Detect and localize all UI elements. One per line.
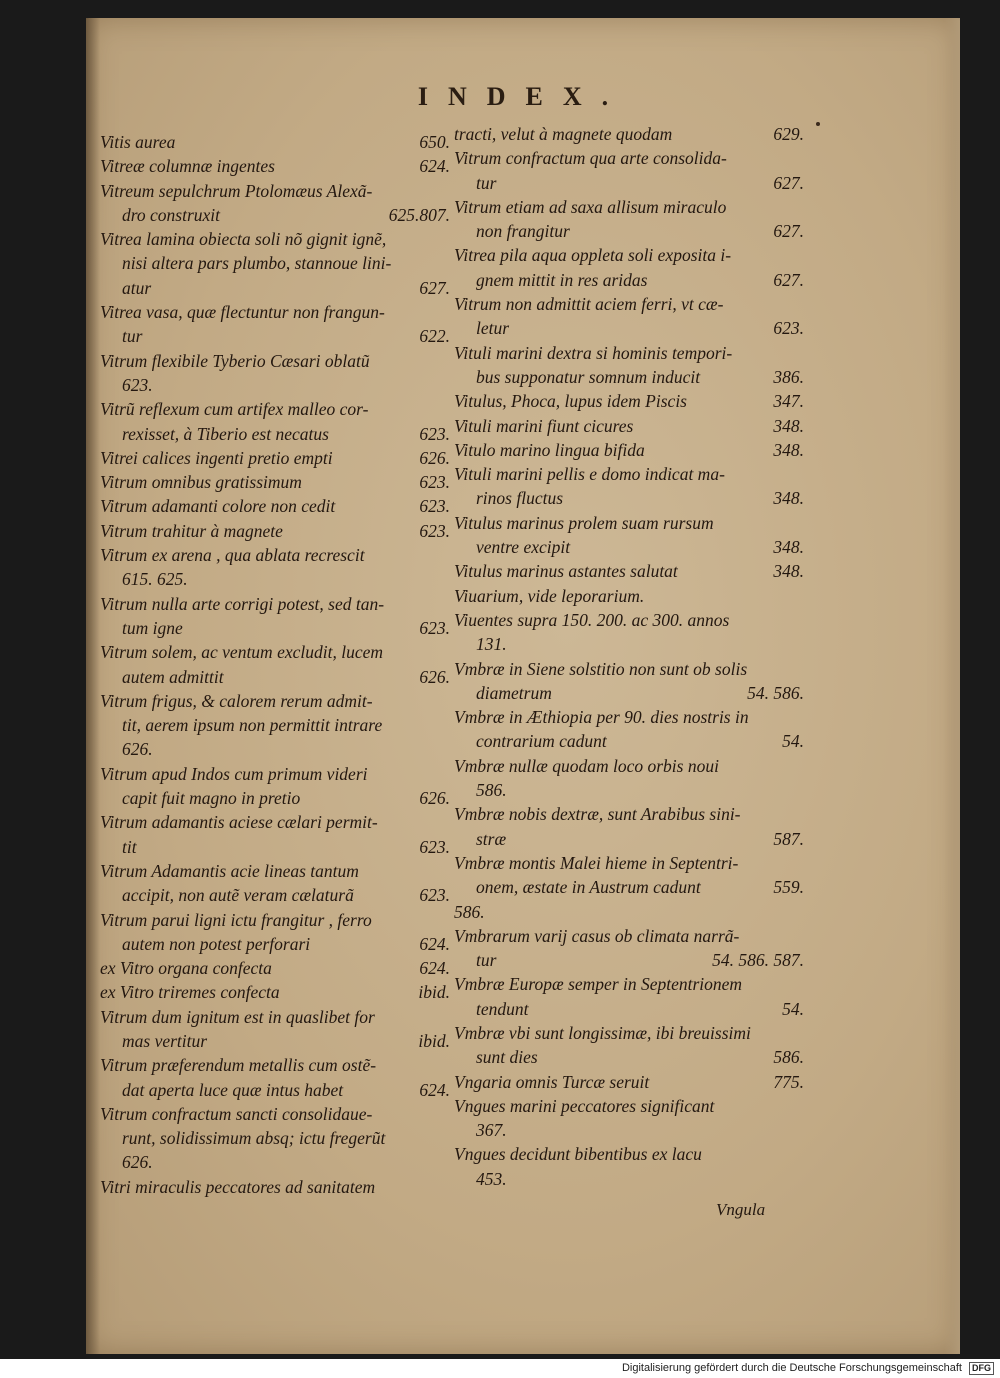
index-entry-line: Vitrea vasa, quæ flectuntur non frangun- <box>100 302 385 323</box>
index-page-ref: 650. <box>419 132 450 152</box>
index-entry-line: Vitulus, Phoca, lupus idem Piscis <box>454 391 687 412</box>
index-entry-line: Vitrum omnibus gratissimum <box>100 472 302 493</box>
index-entry <box>100 470 450 494</box>
index-entry-line: Vitrum etiam ad saxa allisum miraculo <box>454 196 727 217</box>
index-entry <box>100 810 450 859</box>
index-column-left <box>100 130 450 1199</box>
index-entry <box>454 462 804 511</box>
index-entry-line: capit fuit magno in pretio <box>122 788 301 809</box>
index-entry-line: stræ <box>476 828 507 849</box>
index-page-ref: 625.807. <box>388 204 450 225</box>
index-entry <box>454 195 804 244</box>
index-entry <box>100 859 450 908</box>
index-entry-line: Vmbræ montis Malei hieme in Septentri- <box>454 852 739 873</box>
index-page-ref: 627. <box>773 221 804 242</box>
index-entry-line: dat aperta luce quæ intus habet <box>122 1079 344 1100</box>
index-entry-line: onem, æstate in Austrum cadunt <box>476 877 701 898</box>
index-entry <box>454 414 804 438</box>
index-entry <box>454 438 804 462</box>
index-entry <box>454 559 804 583</box>
index-entry <box>454 511 804 560</box>
index-entry-line: Vmbræ nobis dextræ, sunt Arabibus sini- <box>454 804 741 825</box>
index-entry <box>100 956 450 980</box>
index-column-right <box>454 122 804 1191</box>
index-entry-line: Vitrum parui ligni ictu frangitur , ferro <box>100 909 372 930</box>
index-entry-line: Vitrum trahitur à magnete <box>100 520 283 541</box>
index-entry-line: Vitreum sepulchrum Ptolomæus Alexã- <box>100 180 373 201</box>
index-entry-line: Vituli marini fiunt cicures <box>454 415 634 436</box>
index-entry-line: diametrum <box>476 682 552 703</box>
index-entry <box>454 389 804 413</box>
index-entry-line: 586. <box>476 780 507 801</box>
index-entry-line: sunt dies <box>476 1047 538 1068</box>
index-page-ref: 627. <box>773 172 804 193</box>
index-entry <box>454 657 804 706</box>
page-fore-edge <box>944 18 960 1354</box>
index-entry-line: Vitrum adamantis aciese cælari permit- <box>100 812 378 833</box>
index-page-ref: 348. <box>773 488 804 509</box>
page-spine-shadow <box>86 18 100 1354</box>
index-entry-line: Vitis aurea <box>100 132 176 152</box>
index-page-ref: 54. 586. 587. <box>712 950 804 971</box>
index-page-ref: 624. <box>419 1079 450 1100</box>
index-page-ref: 627. <box>773 269 804 290</box>
index-entry-line: tum igne <box>122 617 183 638</box>
index-entry-line: Vitrum apud Indos cum primum videri <box>100 763 368 784</box>
index-entry-line: Vmbræ in Æthiopia per 90. dies nostris in <box>454 707 749 728</box>
index-page-ref: 627. <box>419 277 450 298</box>
ink-dot <box>816 122 820 126</box>
index-entry-line: runt, solidissimum absq; ictu fregerũt <box>122 1128 386 1149</box>
index-entry-line: Vngaria omnis Turcæ seruit <box>454 1071 650 1092</box>
index-entry-line: tit <box>122 836 137 857</box>
book-page <box>86 18 960 1354</box>
index-page-ref: 587. <box>773 828 804 849</box>
index-entry-line: Vmbræ nullæ quodam loco orbis noui <box>454 755 719 776</box>
index-entry-line: Vitrum non admittit aciem ferri, vt cæ- <box>454 294 724 315</box>
index-entry-line: 623. <box>122 374 153 395</box>
index-page-ref: 622. <box>419 326 450 347</box>
index-entry <box>100 640 450 689</box>
index-entry-line: Viuarium, vide leporarium. <box>454 585 645 606</box>
index-entry-line: 131. <box>476 634 507 655</box>
index-entry <box>100 130 450 154</box>
index-entry-line: accipit, non autẽ veram cælaturã <box>122 885 354 906</box>
index-page-ref: 347. <box>773 391 804 412</box>
index-entry-line: Vmbrarum varij casus ob climata narrã- <box>454 925 740 946</box>
index-entry <box>100 980 450 1004</box>
index-entry <box>100 1053 450 1102</box>
page-header: INDEX. <box>417 82 629 111</box>
index-entry-line: Vitrei calices ingenti pretio empti <box>100 447 333 468</box>
index-page-ref: 54. <box>782 731 804 752</box>
index-page-ref: 623. <box>419 617 450 638</box>
index-entry-line: Vitrea pila aqua oppleta soli exposita i- <box>454 245 732 266</box>
index-entry <box>454 608 804 657</box>
catchword: Vngula <box>716 1200 766 1219</box>
index-entry-line: Vitreæ columnæ ingentes <box>100 156 275 177</box>
index-entry-line: 453. <box>476 1168 507 1189</box>
index-entry <box>100 227 450 300</box>
footer-text: Digitalisierung gefördert durch die Deutsche Forschungsgemeinschaft <box>621 1362 962 1374</box>
index-entry-line: 615. 625. <box>122 569 188 590</box>
index-page-ref: 623. <box>419 496 450 517</box>
index-entry-line: autem admittit <box>122 666 224 687</box>
index-entry <box>100 154 450 178</box>
index-entry-line: Vitrum confractum qua arte consolida- <box>454 148 727 169</box>
index-entry-line: gnem mittit in res aridas <box>476 269 648 290</box>
index-entry-line: Vitrum adamanti colore non cedit <box>100 496 336 517</box>
index-page-ref: 623. <box>419 423 450 444</box>
index-page-ref: 775. <box>773 1071 804 1092</box>
index-entry <box>454 1021 804 1070</box>
index-entry <box>454 292 804 341</box>
index-entry <box>454 754 804 803</box>
index-entry-line: atur <box>122 277 152 298</box>
index-entry-line: Vitrũ reflexum cum artifex malleo cor- <box>100 399 369 420</box>
index-page-ref: 623. <box>419 520 450 541</box>
index-entry-line: Vngues marini peccatores significant <box>454 1095 715 1116</box>
index-entry-line: 367. <box>476 1120 507 1141</box>
index-entry <box>100 592 450 641</box>
index-page-ref: 624. <box>419 156 450 177</box>
index-entry-line: Vmbræ Europæ semper in Septentrionem <box>454 974 743 995</box>
index-page-ref: 348. <box>773 561 804 582</box>
index-entry <box>454 924 804 973</box>
index-page-ref: 348. <box>773 537 804 558</box>
index-entry <box>100 179 450 228</box>
index-entry <box>100 446 450 470</box>
index-entry <box>100 300 450 349</box>
index-entry <box>454 851 804 900</box>
index-entry-line: Vitrum dum ignitum est in quaslibet for <box>100 1006 375 1027</box>
index-entry-line: Vitulus marinus astantes salutat <box>454 561 678 582</box>
index-page-ref: 623. <box>419 836 450 857</box>
index-page-ref: 623. <box>419 472 450 493</box>
index-entry-line: ex Vitro triremes confecta <box>100 982 280 1003</box>
index-entry-line: Vitrum frigus, & calorem rerum admit- <box>100 690 373 711</box>
index-entry-line: tendunt <box>476 998 529 1019</box>
index-entry-line: tur <box>122 326 143 347</box>
index-entry-line: Vitrum præferendum metallis cum ostẽ- <box>100 1055 377 1076</box>
index-page-ref: 624. <box>419 933 450 954</box>
index-page-ref: 623. <box>419 885 450 906</box>
index-page-ref: 348. <box>773 439 804 460</box>
index-entry <box>454 705 804 754</box>
index-entry <box>100 519 450 543</box>
index-page-ref: 348. <box>773 415 804 436</box>
index-entry-line: Vmbræ vbi sunt longissimæ, ibi breuissimi <box>454 1022 751 1043</box>
index-entry <box>454 122 804 146</box>
index-page-ref: 386. <box>773 366 804 387</box>
index-page-ref: 559. <box>773 877 804 898</box>
index-entry-line: tur <box>476 172 497 193</box>
index-entry-line: letur <box>476 318 510 339</box>
index-entry <box>100 1102 450 1175</box>
index-entry <box>100 494 450 518</box>
index-entry-line: nisi altera pars plumbo, stannoue lini- <box>122 253 392 274</box>
index-page-ref: 626. <box>419 666 450 687</box>
index-entry-line: 626. <box>122 739 153 760</box>
index-entry-line: dro construxit <box>122 204 221 225</box>
index-page-ref: 54. <box>782 998 804 1019</box>
index-entry-line: Vngues decidunt bibentibus ex lacu <box>454 1144 702 1165</box>
dfg-logo: DFG <box>969 1362 994 1375</box>
index-page-ref: 586. <box>773 1047 804 1068</box>
index-entry-line: Vmbræ in Siene solstitio non sunt ob solis <box>454 658 748 679</box>
index-entry-line: tit, aerem ipsum non permittit intrare <box>122 715 383 736</box>
index-entry <box>454 972 804 1021</box>
index-entry <box>100 1175 450 1199</box>
index-entry-line: Viuentes supra 150. 200. ac 300. annos <box>454 609 730 630</box>
index-entry-line: contrarium cadunt <box>476 731 607 752</box>
index-entry <box>100 762 450 811</box>
index-page-ref: 54. 586. <box>747 682 804 703</box>
index-entry <box>454 146 804 195</box>
index-entry <box>454 243 804 292</box>
index-entry-line: Vitrum Adamantis acie lineas tantum <box>100 860 359 881</box>
index-entry-line: Vitrum confractum sancti consolidaue- <box>100 1103 373 1124</box>
index-page-ref: 629. <box>773 124 804 144</box>
index-page-ref: ibid. <box>418 982 450 1003</box>
index-entry <box>454 1094 804 1143</box>
index-entry <box>100 349 450 398</box>
index-entry-line: Vitulo marino lingua bifida <box>454 439 645 460</box>
index-entry-line: Vitulus marinus prolem suam rursum <box>454 512 714 533</box>
index-entry <box>454 341 804 390</box>
index-entry <box>100 397 450 446</box>
index-entry-line: Vituli marini dextra si hominis tempori- <box>454 342 733 363</box>
index-entry-line: tur <box>476 950 497 971</box>
index-entry-line: rinos fluctus <box>476 488 564 509</box>
index-entry-line: bus supponatur somnum inducit <box>476 366 701 387</box>
index-entry-line: Vitrea lamina obiecta soli nõ gignit ignẽ, <box>100 229 387 250</box>
index-entry <box>100 543 450 592</box>
index-page-ref: 626. <box>419 447 450 468</box>
index-entry-line: Vitrum nulla arte corrigi potest, sed tan- <box>100 593 385 614</box>
index-entry-line: Vituli marini pellis e domo indicat ma- <box>454 464 725 485</box>
index-entry-line: Vitri miraculis peccatores ad sanitatem <box>100 1176 376 1197</box>
index-entry-line: Vitrum solem, ac ventum excludit, lucem <box>100 642 383 663</box>
index-entry-line: rexisset, à Tiberio est necatus <box>122 423 329 444</box>
index-entry-line: Vitrum ex arena , qua ablata recrescit <box>100 545 365 566</box>
index-entry-line: mas vertitur <box>122 1030 208 1051</box>
index-entry-line: tracti, velut à magnete quodam <box>454 124 673 144</box>
index-page-ref: 626. <box>419 788 450 809</box>
index-page-ref: ibid. <box>418 1030 450 1051</box>
index-entry-line: non frangitur <box>476 221 570 242</box>
index-entry <box>454 584 804 608</box>
index-entry-line: 586. <box>454 901 485 922</box>
index-entry <box>454 900 804 924</box>
index-entry-line: ventre excipit <box>476 537 571 558</box>
index-entry-line: ex Vitro organa confecta <box>100 958 272 979</box>
index-page-ref: 624. <box>419 958 450 979</box>
digitization-footer <box>0 1359 1000 1378</box>
index-entry <box>100 689 450 762</box>
index-entry-line: Vitrum flexibile Tyberio Cæsari oblatũ <box>100 350 370 371</box>
index-entry <box>454 802 804 851</box>
index-entry <box>100 1005 450 1054</box>
index-entry-line: autem non potest perforari <box>122 933 311 954</box>
index-entry-line: 626. <box>122 1152 153 1173</box>
index-entry <box>454 1142 804 1191</box>
index-entry <box>454 1070 804 1094</box>
index-entry <box>100 908 450 957</box>
index-page-ref: 623. <box>773 318 804 339</box>
